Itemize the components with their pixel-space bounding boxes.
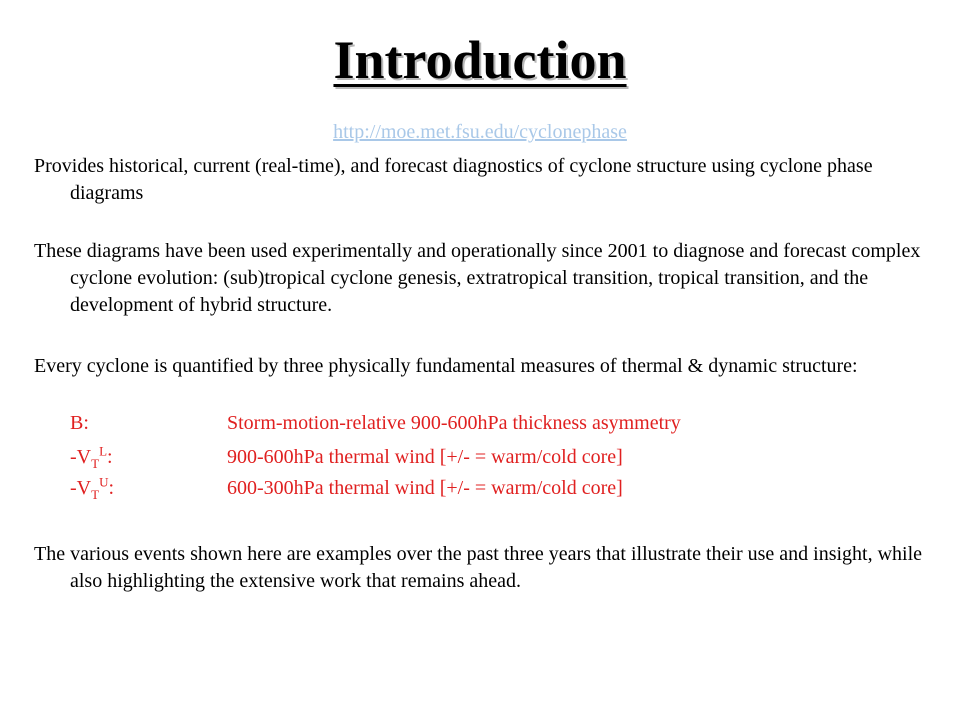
measure-key-vtu-sub: T [91, 487, 100, 502]
slide-title-text: Introduction [333, 30, 627, 90]
measure-key-vtu-suffix: : [108, 477, 115, 499]
measure-key-vtu-prefix: -V [70, 477, 92, 499]
measure-desc-b: Storm-motion-relative 900-600hPa thickness asymmetry [227, 412, 681, 434]
link-line [0, 119, 960, 145]
measure-key-vtl-sup: L [99, 443, 108, 459]
paragraph-examples: The various events shown here are examples over the past three years that illustrate their use and insight, while also highlighting the extensive work that remains ahead. [34, 543, 923, 592]
measure-key-vtl-prefix: -V [70, 446, 92, 468]
cyclonephase-link[interactable]: http://moe.met.fsu.edu/cyclonephase [333, 121, 627, 143]
slide-title [0, 28, 960, 92]
measure-key-vtl [70, 444, 113, 471]
paragraph-history: These diagrams have been used experimentally and operationally since 2001 to diagnose and forecast complex cyclone evolution: (sub)tropical cyclone genesis, extratropical transition, tropical transition, and the development of hybrid structure. [34, 240, 921, 316]
measure-key-vtu [70, 475, 114, 502]
paragraph-measures-intro: Every cyclone is quantified by three physically fundamental measures of thermal & dynamic structure: [34, 355, 858, 377]
measure-key-b: B: [70, 412, 89, 434]
measure-key-vtl-sub: T [91, 456, 100, 471]
measure-key-vtu-sup: U [99, 474, 109, 490]
measure-key-vtl-suffix: : [107, 446, 113, 468]
measure-desc-vtu: 600-300hPa thermal wind [+/- = warm/cold core] [227, 477, 623, 499]
measure-desc-vtl: 900-600hPa thermal wind [+/- = warm/cold core] [227, 446, 623, 468]
paragraph-diagnostics: Provides historical, current (real-time), and forecast diagnostics of cyclone structure using cyclone phase diagrams [34, 155, 873, 204]
